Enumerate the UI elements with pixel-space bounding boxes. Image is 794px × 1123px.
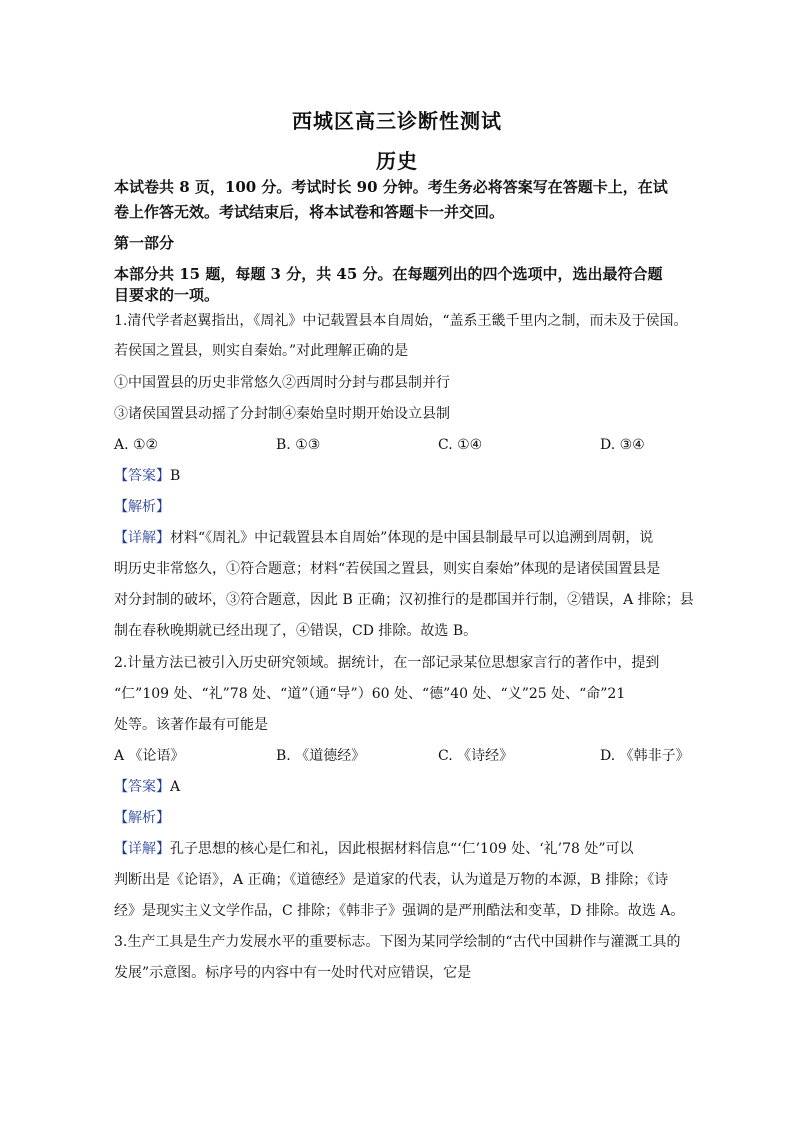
q1-statement-2: ③诸侯国置县动摇了分封制④秦始皇时期开始设立县制: [114, 406, 450, 422]
q1-answer: [114, 467, 180, 485]
detail-text: 材料“《周礼》中记载置县本自周始”体现的是中国县制最早可以追溯到周朝，说: [170, 530, 654, 546]
part-desc-line-2: 目要求的一项。: [114, 286, 220, 304]
q3-stem-line-2: 发展”示意图。标序号的内容中有一处时代对应错误，它是: [114, 965, 472, 981]
instructions-line-1: 本试卷共 8 页，100 分。考试时长 90 分钟。考生务必将答案写在答题卡上，在试: [114, 178, 668, 196]
q1-statement-1: ①中国置县的历史非常悠久②西周时分封与郡县制并行: [114, 375, 450, 391]
q2-analysis-tag: [114, 809, 170, 827]
q1-option-d: D. ③④: [600, 437, 645, 453]
q2-option-c: C. 《诗经》: [438, 748, 514, 764]
q1-option-a: A. ①②: [114, 437, 159, 453]
analysis-tag: 【解析】: [114, 810, 170, 826]
q1-stem-line-2: 若侯国之置县，则实自秦始。”对此理解正确的是: [114, 343, 409, 359]
q2-answer: [114, 778, 180, 796]
answer-value: A: [170, 779, 181, 795]
q2-detail-line-3: 经》是现实主义文学作品，C 排除；《韩非子》强调的是严刑酷法和变革，D 排除。故选 A。: [114, 903, 685, 919]
q1-stem-line-1: 1.清代学者赵翼指出，《周礼》中记载置县本自周始，“盖系王畿千里内之制，而未及于侯国。: [114, 313, 688, 329]
answer-tag: 【答案】: [114, 468, 170, 484]
part-title: 第一部分: [114, 234, 175, 252]
instructions-line-2: 卷上作答无效。考试结束后，将本试卷和答题卡一并交回。: [114, 203, 505, 221]
q1-detail-line-2: 明历史非常悠久，①符合题意；材料“若侯国之置县，则实自秦始”体现的是诸侯国置县是: [114, 561, 661, 577]
answer-tag: 【答案】: [114, 779, 170, 795]
q1-analysis-tag: [114, 498, 170, 516]
answer-value: B: [170, 468, 181, 484]
q3-stem-line-1: 3.生产工具是生产力发展水平的重要标志。下图为某同学绘制的“古代中国耕作与灌溉工具的: [114, 934, 681, 950]
q1-option-c: C. ①④: [438, 437, 483, 453]
q1-detail-line-1: [114, 529, 653, 547]
detail-tag: 【详解】: [114, 530, 170, 546]
q2-option-d: D. 《韩非子》: [600, 748, 690, 764]
q1-option-b: B. ①③: [276, 437, 321, 453]
detail-text: 孔子思想的核心是仁和礼，因此根据材料信息“‘仁’109 处、‘礼’78 处”可以: [170, 841, 634, 857]
q2-detail-line-1: [114, 840, 634, 858]
q2-detail-line-2: 判断出是《论语》，A 正确；《道德经》是道家的代表，认为道是万物的本源，B 排除；《诗: [114, 872, 669, 888]
q2-stem-line-1: 2.计量方法已被引入历史研究领域。据统计，在一部记录某位思想家言行的著作中，提到: [114, 655, 660, 671]
q1-detail-line-4: 制在春秋晚期就已经出现了，④错误，CD 排除。故选 B。: [114, 623, 478, 639]
exam-subject: 历史: [376, 149, 418, 173]
q2-stem-line-3: 处等。该著作最有可能是: [114, 717, 268, 733]
exam-title: 西城区高三诊断性测试: [292, 109, 502, 133]
q1-detail-line-3: 对分封制的破坏，③符合题意，因此 B 正确；汉初推行的是郡国并行制，②错误，A 排除；县: [114, 592, 694, 608]
analysis-tag: 【解析】: [114, 499, 170, 515]
detail-tag: 【详解】: [114, 841, 170, 857]
q2-option-b: B. 《道德经》: [276, 748, 366, 764]
q2-stem-line-2: “仁”109 处、“礼”78 处、“道”（通“导”）60 处、“德”40 处、“义”25 处、“命”21: [114, 686, 626, 702]
part-desc-line-1: 本部分共 15 题，每题 3 分，共 45 分。在每题列出的四个选项中，选出最符合题: [114, 265, 663, 283]
q2-option-a: A 《论语》: [114, 748, 185, 764]
